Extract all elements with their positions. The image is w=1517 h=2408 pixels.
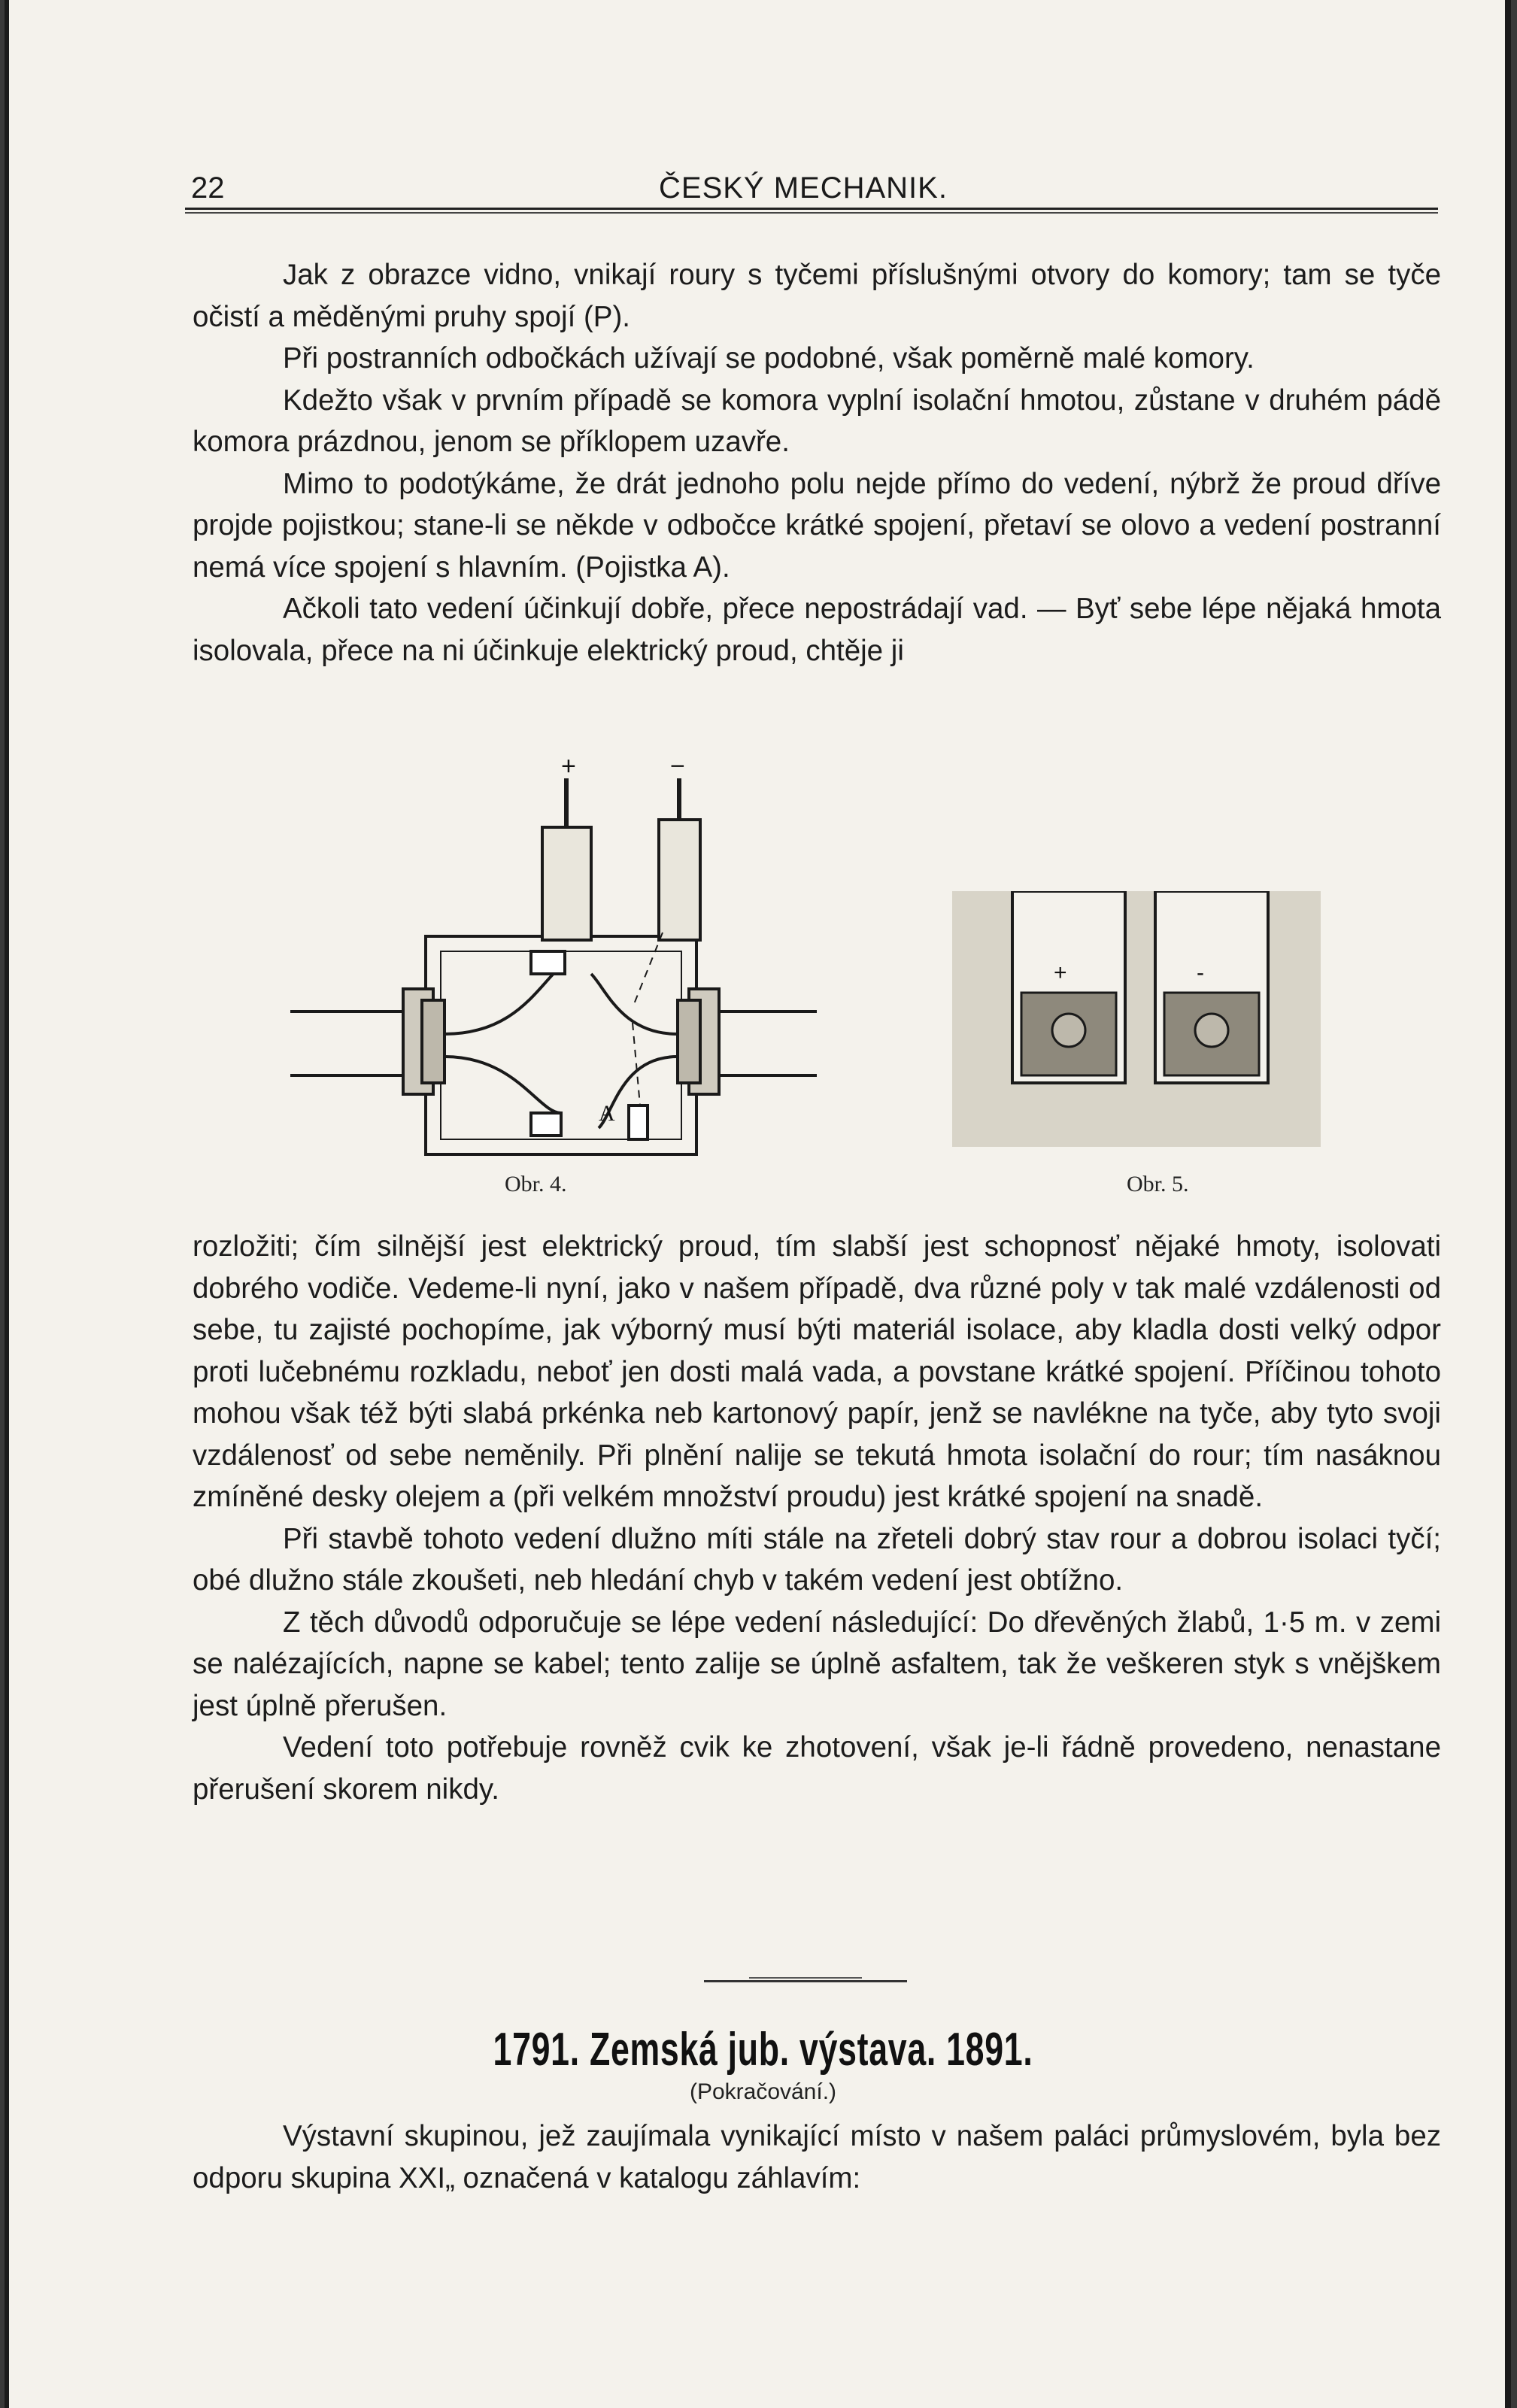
section-title: 1791. Zemská jub. výstava. 1891. xyxy=(493,2024,1033,2076)
fig4-label-a: A xyxy=(599,1101,615,1126)
header-rule xyxy=(185,208,1438,214)
text-block-top xyxy=(193,254,1441,672)
paragraph: Jak z obrazce vidno, vnikají roury s tyčemi příslušnými otvory do komory; tam se tyče očistí a měděnými pruhy spojí (P). xyxy=(193,259,1441,333)
paragraph: Ačkoli tato vedení účinkují dobře, přece nepostrádají vad. — Byť sebe lépe nějaká hmota isolovala, přece na ni účinkuje elektrický proud, chtěje ji xyxy=(193,593,1441,667)
page-header xyxy=(185,164,1438,209)
scan-border-left xyxy=(5,0,9,2408)
figures-area xyxy=(290,760,1343,1211)
paragraph: Při stavbě tohoto vedení dlužno míti stále na zřeteli dobrý stav rour a dobrou isolaci tyčí; obé dlužno stále zkoušeti, neb hledání chyb v takém vedení jest obtížno. xyxy=(193,1522,1441,1597)
fig4-minus-sign: − xyxy=(670,760,685,781)
section-divider xyxy=(704,1980,907,1982)
text-block-section xyxy=(193,2115,1441,2199)
paragraph: Kdežto však v prvním případě se komora vyplní isolační hmotou, zůstane v druhém pádě komora prázdnou, jenom se příklopem uzavře. xyxy=(193,384,1441,458)
paragraph: Při postranních odbočkách užívají se podobné, však poměrně malé komory. xyxy=(283,342,1255,375)
scan-border-right xyxy=(1505,0,1511,2408)
paragraph: Mimo to podotýkáme, že drát jednoho polu nejde přímo do vedení, nýbrž že proud dříve projde pojistkou; stane-li se někde v odbočce krátké spojení, přetaví se olovo a vedení postranní nemá více spojení s hlavním. (Pojistka A). xyxy=(193,467,1441,584)
paragraph: rozložiti; čím silnější jest elektrický proud, tím slabší jest schopnosť nějaké hmoty, isolovati dobrého vodiče. Vedeme-li nyní, jako v našem případě, dva různé poly v tak malé vzdálenosti od sebe, tu zajisté pochopíme, jak výborný musí býti materiál isolace, aby kladla dosti velký odpor proti lučebnému rozkladu, neboť jen dosti malá vada, a povstane krátké spojení. Příčinou tohoto mohou však též býti slabá prkénka neb kartonový papír, jenž se navlékne na tyče, aby tyto svoji vzdálenosť od sebe neměnily. Při plnění nalije se tekutá hmota isolační do rour; tím nasáknou zmíněné desky olejem a (při velkém množství proudu) jest krátké spojení na snadě. xyxy=(193,1230,1441,1513)
page xyxy=(5,0,1511,2408)
figure-5-caption: Obr. 5. xyxy=(1127,1172,1189,1196)
text-block-bottom xyxy=(193,1226,1441,1810)
figure-5-cable-trench xyxy=(952,891,1321,1147)
figure-4-junction-box xyxy=(290,760,817,1166)
paragraph: Z těch důvodů odporučuje se lépe vedení následující: Do dřevěných žlabů, 1·5 m. v zemi se nalézajících, napne se kabel; tento zalije se úplně asfaltem, tak že veškeren styk s vnějškem jest úplně přerušen. xyxy=(193,1606,1441,1722)
running-title: ČESKÝ MECHANIK. xyxy=(659,171,948,205)
fig4-plus-sign: + xyxy=(561,760,576,781)
fig5-plus-sign: + xyxy=(1054,960,1067,985)
paragraph: Výstavní skupinou, jež zaujímala vynikající místo v našem paláci průmyslovém, byla bez odporu skupina XXI„ označená v katalogu záhlavím: xyxy=(193,2120,1441,2194)
figure-4-caption: Obr. 4. xyxy=(505,1172,567,1196)
page-number: 22 xyxy=(191,171,225,205)
section-subtitle: (Pokračování.) xyxy=(689,2079,837,2104)
paragraph: Vedení toto potřebuje rovněž cvik ke zhotovení, však je-li řádně provedeno, nenastane přerušení skorem nikdy. xyxy=(193,1731,1441,1806)
fig5-minus-sign: - xyxy=(1197,960,1204,985)
